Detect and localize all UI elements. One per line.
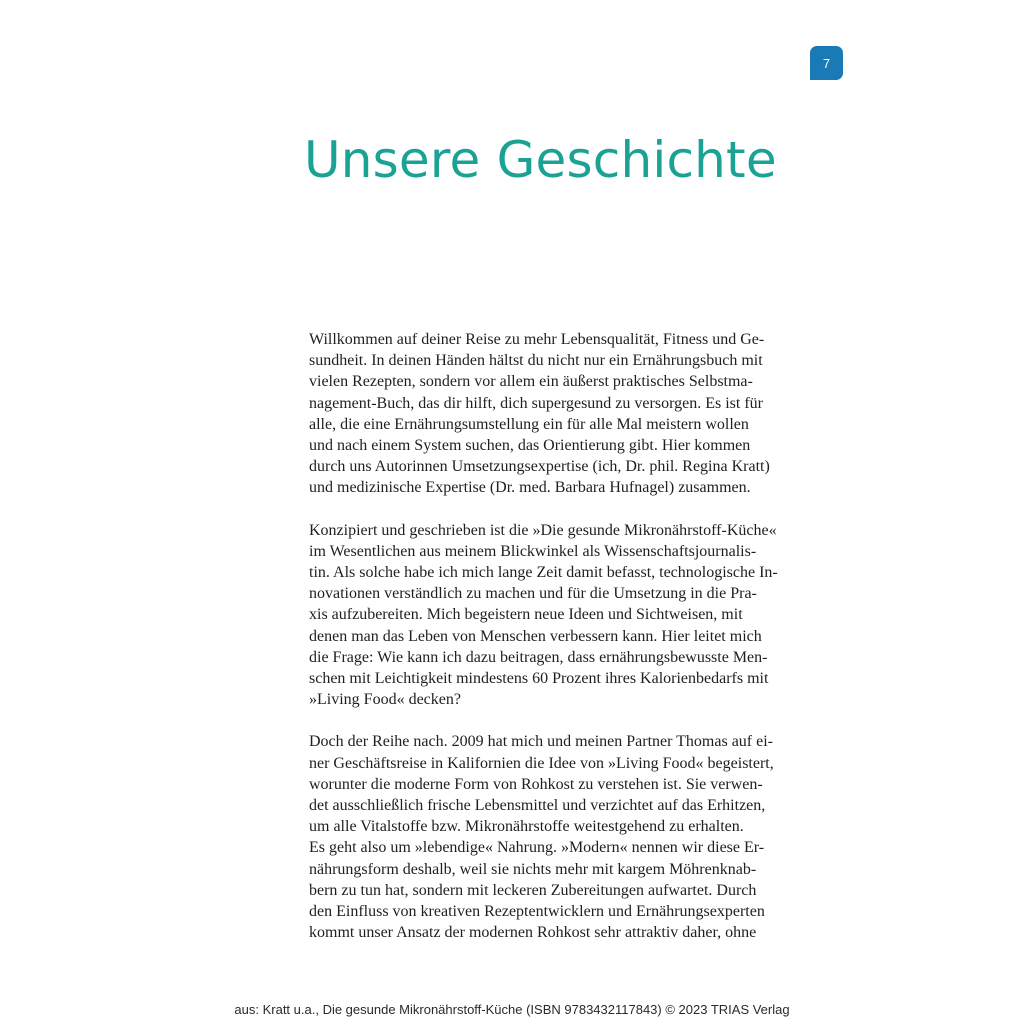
text-line: vielen Rezepten, sondern vor allem ein äußerst praktisches Selbstma- (309, 373, 753, 391)
paragraph-2 (309, 520, 797, 711)
text-line: Es geht also um »lebendige« Nahrung. »Modern« nennen wir diese Er- (309, 839, 765, 857)
page-number-badge (810, 46, 843, 80)
page-number: 7 (822, 55, 831, 71)
text-line: den Einfluss von kreativen Rezeptentwicklern und Ernährungsexperten (309, 903, 765, 921)
text-line: denen man das Leben von Menschen verbessern kann. Hier leitet mich (309, 627, 762, 645)
text-line: nagement-Buch, das dir hilft, dich supergesund zu versorgen. Es ist für (309, 394, 763, 412)
text-line: die Frage: Wie kann ich dazu beitragen, dass ernährungsbewusste Men- (309, 648, 768, 666)
text-line: xis aufzubereiten. Mich begeistern neue Ideen und Sichtweisen, mit (309, 606, 743, 624)
text-line: kommt unser Ansatz der modernen Rohkost sehr attraktiv daher, ohne (309, 924, 757, 942)
text-line: alle, die eine Ernährungsumstellung ein für alle Mal meistern wollen (309, 415, 749, 433)
text-line: sundheit. In deinen Händen hältst du nicht nur ein Ernährungsbuch mit (309, 352, 763, 370)
text-line: ner Geschäftsreise in Kalifornien die Idee von »Living Food« begeistert, (309, 754, 774, 772)
text-line: worunter die moderne Form von Rohkost zu verstehen ist. Sie verwen- (309, 775, 763, 793)
text-line: Konzipiert und geschrieben ist die »Die gesunde Mikronährstoff-Küche« (309, 521, 777, 539)
text-line: det ausschließlich frische Lebensmittel und verzichtet auf das Erhitzen, (309, 797, 766, 815)
text-line: novationen verständlich zu machen und für die Umsetzung in die Pra- (309, 585, 757, 603)
text-line: um alle Vitalstoffe bzw. Mikronährstoffe weitestgehend zu erhalten. (309, 818, 744, 836)
text-line: Willkommen auf deiner Reise zu mehr Lebensqualität, Fitness und Ge- (309, 331, 765, 348)
text-line: und medizinische Expertise (Dr. med. Barbara Hufnagel) zusammen. (309, 479, 751, 497)
page-title: Unsere Geschichte (304, 131, 777, 189)
paragraph-3 (309, 731, 797, 943)
body-text (309, 329, 797, 964)
text-line: durch uns Autorinnen Umsetzungsexpertise (ich, Dr. phil. Regina Kratt) (309, 458, 770, 476)
text-line: Doch der Reihe nach. 2009 hat mich und meinen Partner Thomas auf ei- (309, 733, 774, 751)
paragraph-1 (309, 329, 797, 499)
text-line: schen mit Leichtigkeit mindestens 60 Prozent ihres Kalorienbedarfs mit (309, 670, 769, 688)
source-footer: aus: Kratt u.a., Die gesunde Mikronährstoff-Küche (ISBN 9783432117843) © 2023 TRIAS Verlag (234, 1002, 790, 1017)
text-line: »Living Food« decken? (309, 691, 461, 709)
text-line: bern zu tun hat, sondern mit leckeren Zubereitungen aufwartet. Durch (309, 881, 757, 899)
text-line: und nach einem System suchen, das Orientierung gibt. Hier kommen (309, 437, 751, 455)
text-line: tin. Als solche habe ich mich lange Zeit damit befasst, technologische In- (309, 564, 778, 582)
text-line: im Wesentlichen aus meinem Blickwinkel als Wissenschaftsjournalis- (309, 542, 757, 560)
text-line: nährungsform deshalb, weil sie nichts mehr mit kargem Möhrenknab- (309, 860, 757, 878)
